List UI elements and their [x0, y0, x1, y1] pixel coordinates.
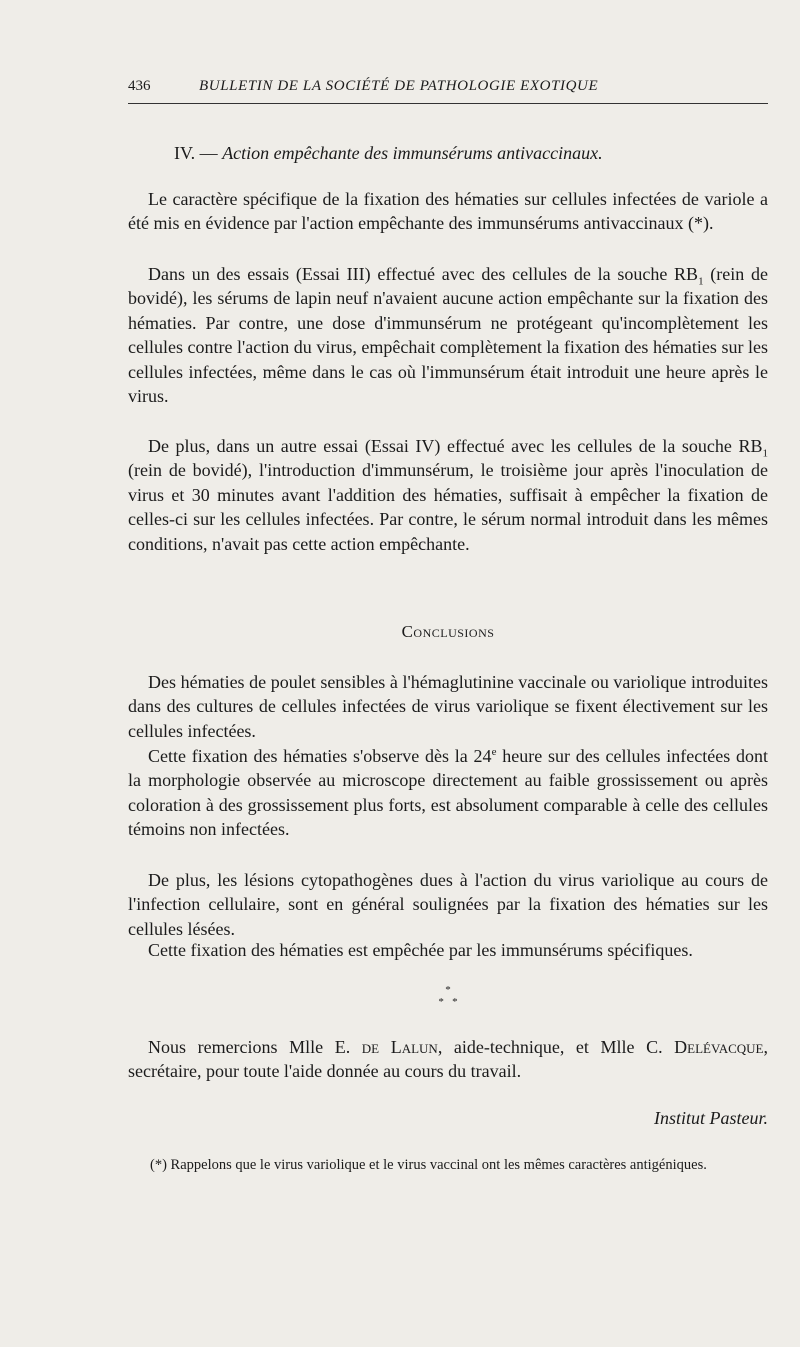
running-head — [128, 74, 768, 98]
paragraph-essai-iv-text-b: (rein de bovidé), l'introduction d'immunsérum, le troisième jour après l'inoculation de virus et 30 minutes avant l'addition des hématies, suffisait à empêcher la fixation de celles-ci sur les cellules infectées. Par contre, le sérum normal introduit dans les mêmes conditions, n'avait pas cette action empêchante. — [128, 460, 768, 554]
section-number: IV. — — [174, 143, 218, 163]
paragraph-essai-iii-text-b: (rein de bovidé), les sérums de lapin neuf n'avaient aucune action empêchante sur la fixation des hématies. Par contre, une dose d'immunsérum ne protégeant qu'incomplètement les cellules contre l'action du virus, empêchait complètement la fixation des hématies sur les cellules infectées, même dans le cas où l'immunsérum était introduit une heure après le virus. — [128, 264, 769, 407]
acknowledgement-text-a: Nous remercions Mlle E. — [148, 1037, 362, 1057]
paragraph-specificity: Le caractère spécifique de la fixation des hématies sur cellules infectées de variole a été mis en évidence par l'action empêchante des immunsérums antivaccinaux (*). — [128, 189, 768, 234]
acknowledgement-name-1: de Lalun — [361, 1037, 438, 1057]
paragraph-conclusion-4: Cette fixation des hématies est empêchée par les immunsérums spécifiques. — [148, 940, 693, 960]
institution-signature: Institut Pasteur. — [653, 1108, 768, 1128]
paragraph-essai-iv — [128, 434, 768, 556]
asterism-bottom: * * — [438, 996, 458, 1008]
journal-title: BULLETIN DE LA SOCIÉTÉ DE PATHOLOGIE EXOTIQUE — [199, 78, 599, 94]
paragraph-acknowledgement — [128, 1035, 768, 1084]
paragraph-conclusion-3: De plus, les lésions cytopathogènes dues à l'action du virus variolique au cours de l'infection cellulaire, sont en général soulignées par la fixation des hématies sur les cellules lésées. — [128, 870, 768, 939]
acknowledgement-text-c: , secrétaire, pour toute l'aide donnée au cours du travail. — [128, 1037, 768, 1082]
paragraph-conclusion-2-text-b: heure sur des cellules infectées dont la morphologie observée au microscope directement au faible grossissement ou après coloration à des grossissement plus forts, est absolument comparable à celle des cellules témoins non infectées. — [128, 746, 768, 840]
page — [128, 0, 768, 1347]
section-heading — [174, 141, 768, 165]
acknowledgement-name-2: Delévacque — [674, 1037, 764, 1057]
paragraph-essai-iv-text-a: De plus, dans un autre essai (Essai IV) effectué avec les cellules de la souche RB — [148, 436, 763, 456]
footnote: (*) Rappelons que le virus variolique et le virus vaccinal ont les mêmes caractères antigéniques. — [150, 1157, 707, 1173]
subscript: 1 — [762, 447, 768, 460]
paragraph-conclusion-2 — [128, 744, 768, 842]
asterism-top: * — [445, 984, 451, 996]
asterism — [128, 984, 768, 1010]
paragraph-essai-iii — [128, 262, 768, 408]
section-title: Action empêchante des immunsérums antivaccinaux. — [222, 143, 603, 163]
subscript: 1 — [698, 275, 704, 288]
acknowledgement-text-b: , aide-technique, et Mlle C. — [437, 1037, 675, 1057]
conclusions-heading: Conclusions — [401, 622, 495, 641]
paragraph-conclusion-1: Des hématies de poulet sensibles à l'hémaglutinine vaccinale ou variolique introduites dans des cultures de cellules infectées de virus variolique se fixent électivement sur les cellules infectées. — [128, 672, 768, 741]
superscript: e — [491, 746, 497, 758]
paragraph-essai-iii-text-a: Dans un des essais (Essai III) effectué avec des cellules de la souche RB — [148, 264, 699, 284]
paragraph-conclusion-2-text-a: Cette fixation des hématies s'observe dès la 24 — [148, 746, 492, 766]
header-rule — [128, 103, 768, 104]
page-number: 436 — [128, 78, 151, 94]
